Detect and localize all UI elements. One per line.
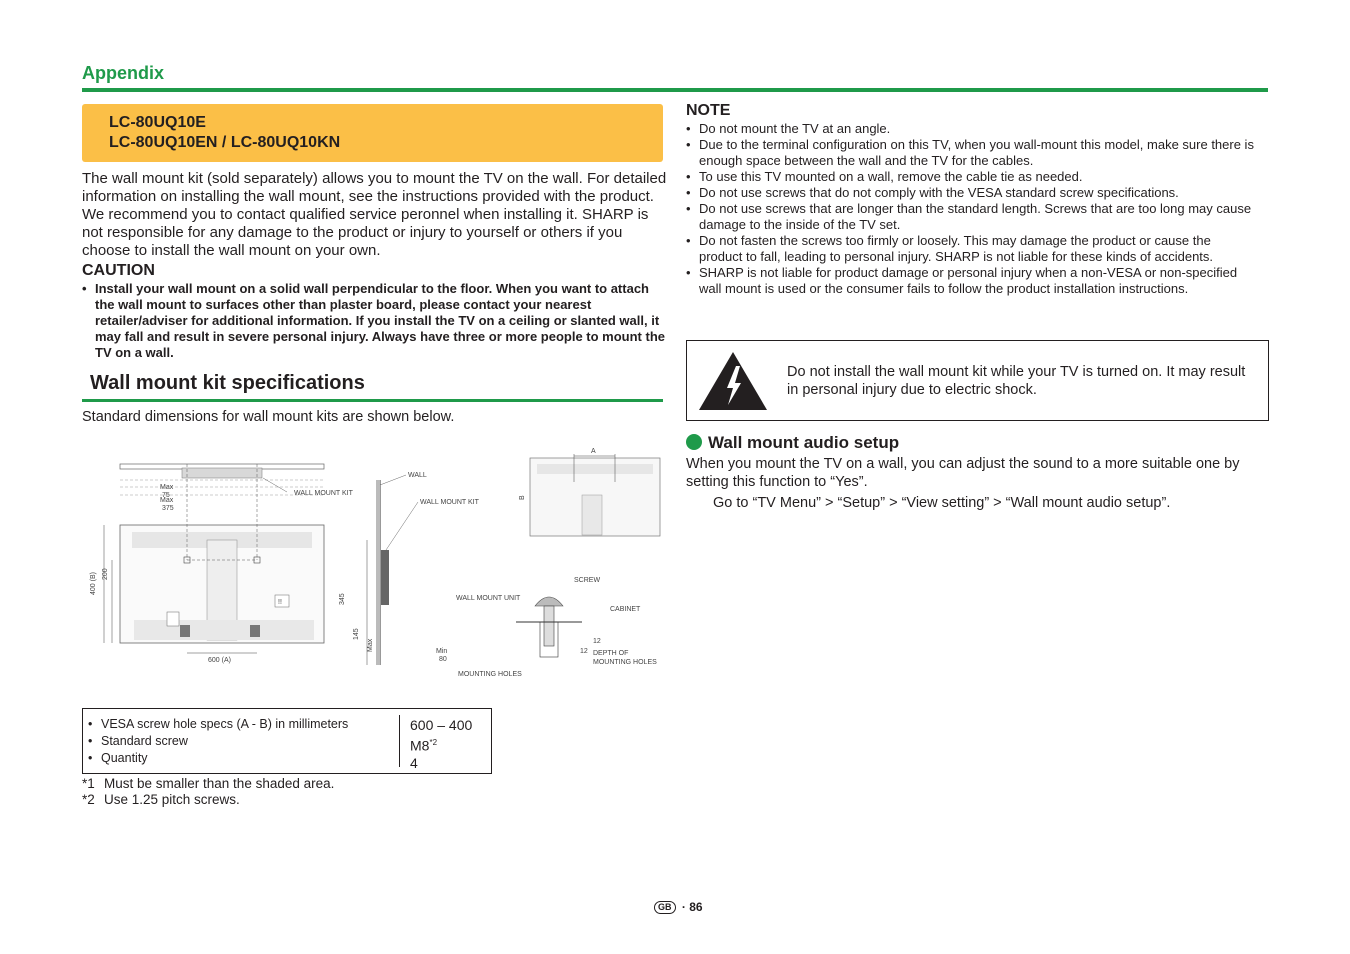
spec-title: Wall mount kit specifications (90, 372, 365, 394)
label-75: 75 (162, 492, 170, 499)
label-12-b: 12 (580, 648, 588, 655)
label-wall-mount-kit-1: WALL MOUNT KIT (294, 490, 353, 497)
screw-head (535, 597, 563, 606)
note-item: • Do not use screws that are longer than the standard length. Screws that are too long may cause damage to the inside of the TV set. (686, 201, 1256, 233)
tv-icon-mark: !! (278, 599, 282, 606)
label-depth-of: DEPTH OF (593, 650, 629, 657)
footnote-mark: *1 (82, 776, 95, 791)
label-min: Min (436, 648, 448, 655)
note-item: • Do not mount the TV at an angle. (686, 121, 1256, 137)
region-badge: GB (654, 901, 676, 914)
label-12-a: 12 (593, 638, 601, 645)
footnote-mark: *2 (82, 792, 95, 807)
audio-title-text: Wall mount audio setup (708, 433, 900, 452)
green-dot-icon (686, 434, 702, 450)
section-title: Appendix (82, 63, 165, 83)
warning-text: Do not install the wall mount kit while your TV is turned on. It may result in personal injury due to electric shock. (787, 364, 1246, 398)
spec-table (82, 708, 492, 774)
model-line-2: LC-80UQ10EN / LC-80UQ10KN (109, 134, 341, 151)
label-wall-mount-kit-2: WALL MOUNT KIT (420, 499, 479, 506)
spec-rule (82, 399, 663, 402)
top-rule (82, 88, 1268, 92)
page-separator: · (681, 900, 686, 914)
spec-values (410, 717, 472, 772)
footnote-text: Must be smaller than the shaded area. (104, 776, 335, 791)
audio-text: When you mount the TV on a wall, you can adjust the sound to a more suitable one by setting this function to “Yes”. (686, 456, 1240, 490)
spec-row-value: M8 (410, 737, 430, 754)
note-item: • SHARP is not liable for product damage or personal injury when a non-VESA or non-specified wall mount is used or the consumer fails to follow the product installation instructions. (686, 265, 1256, 297)
label-145: 145 (353, 628, 360, 640)
note-item: • Due to the terminal configuration on this TV, when you wall-mount this model, make sure there is enough space between the wall and the TV for the cables. (686, 137, 1256, 169)
electric-shock-warning-icon (697, 350, 769, 412)
footnote-1 (82, 776, 334, 791)
label-80: 80 (439, 656, 447, 663)
spec-row-value-wrap (410, 734, 472, 755)
spec-divider (399, 715, 400, 767)
spec-row-value: 600 – 400 (410, 717, 473, 733)
warning-box (686, 340, 1269, 421)
spec-row-label: • VESA screw hole specs (A - B) in millimeters (88, 716, 348, 733)
label-mounting-holes: MOUNTING HOLES (458, 671, 522, 678)
audio-menu-path: Go to “TV Menu” > “Setup” > “View setting” > “Wall mount audio setup”. (713, 495, 1171, 511)
note-list (686, 121, 1256, 297)
intro-paragraph: The wall mount kit (sold separately) allows you to mount the TV on the wall. For detailed information on installing the wall mount, see the instructions provided with the product. We recommend you to contact qualified service peronnel when installing it. SHARP is not responsible for any damage to the product or injury to yourself or others if you choose to install the wall mount on your own. (82, 170, 667, 259)
label-a: A (591, 448, 596, 455)
label-max-2: Max (160, 497, 174, 504)
audio-title (686, 433, 899, 453)
spec-row-label: • Quantity (88, 750, 348, 767)
note-item: • Do not use screws that do not comply with the VESA standard screw specifications. (686, 185, 1256, 201)
label-screw: SCREW (574, 577, 601, 584)
wall-mount-diagram (82, 440, 672, 690)
label-345: 345 (339, 593, 346, 605)
wall-mount-kit-side (381, 550, 389, 605)
spec-description: Standard dimensions for wall mount kits are shown below. (82, 409, 455, 425)
spec-row-value-note: *2 (429, 738, 438, 747)
model-line-1: LC-80UQ10E (109, 114, 206, 131)
spec-labels (88, 716, 348, 767)
label-400b: 400 (B) (90, 572, 97, 595)
label-depth-mounting-holes: MOUNTING HOLES (593, 659, 657, 666)
label-wall-mount-unit: WALL MOUNT UNIT (456, 595, 521, 602)
spec-row-label: • Standard screw (88, 733, 348, 750)
model-box (82, 104, 663, 162)
footnote-text: Use 1.25 pitch screws. (104, 792, 240, 807)
label-b: B (519, 495, 526, 500)
spec-row-value: 4 (410, 754, 418, 771)
screw-shaft (544, 606, 554, 646)
label-cabinet: CABINET (610, 606, 641, 613)
mount-bracket-top (182, 468, 262, 478)
label-max-3: Max (367, 638, 374, 652)
note-item: • Do not fasten the screws too firmly or loosely. This may damage the product or cause the product to fall, leading to personal injury. SHARP is not liable for these kinds of accidents. (686, 233, 1256, 265)
label-200: 200 (102, 568, 109, 580)
note-title: NOTE (686, 102, 731, 119)
label-600a: 600 (A) (208, 657, 231, 664)
page-number: 86 (689, 900, 703, 914)
caution-title: CAUTION (82, 262, 155, 279)
caution-item: • Install your wall mount on a solid wall perpendicular to the floor. When you want to attach the wall mount to surfaces other than plaster board, please contact your nearest retailer/adviser for additional information. If you install the TV on a ceiling or slanted wall, it may fall and result in severe personal injury. Always have three or more people to mount the TV on a wall. (82, 281, 667, 361)
caution-text (82, 281, 667, 361)
page-footer (654, 900, 703, 914)
note-item: • To use this TV mounted on a wall, remove the cable tie as needed. (686, 169, 1256, 185)
label-375: 375 (162, 505, 174, 512)
label-wall: WALL (408, 472, 427, 479)
footnote-2 (82, 792, 240, 807)
label-max-1: Max (160, 484, 174, 491)
